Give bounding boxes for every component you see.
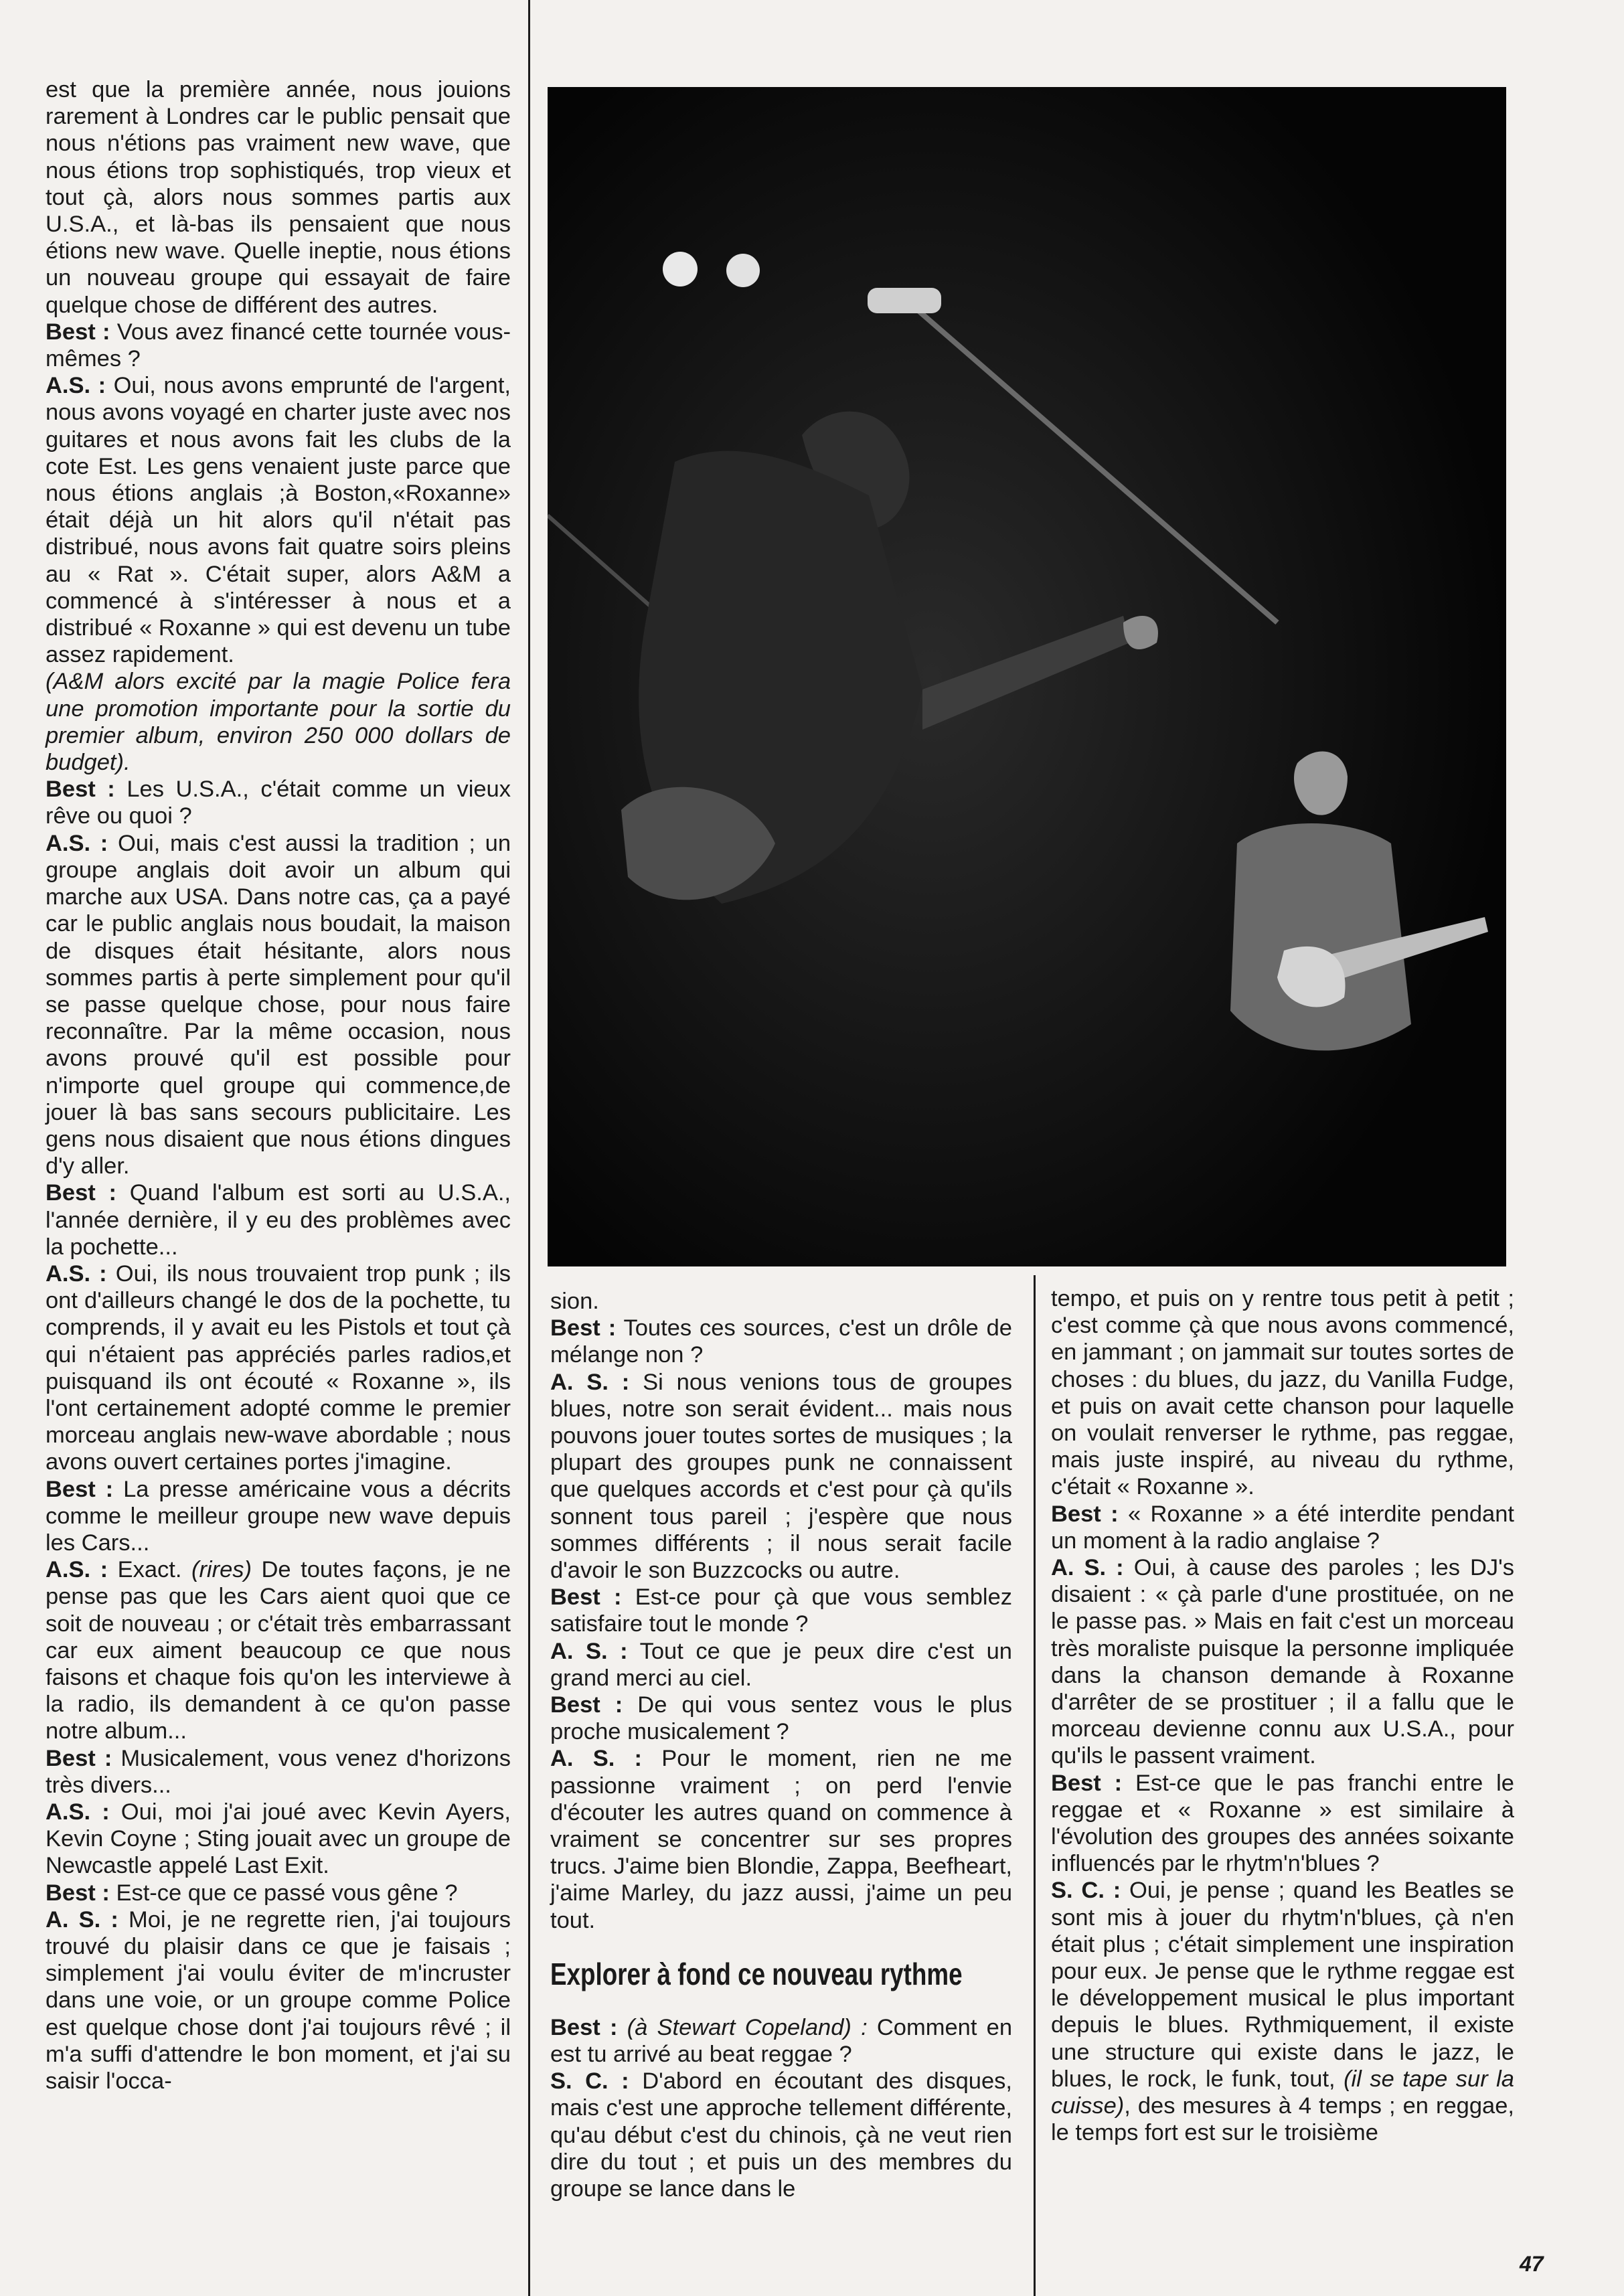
paragraph xyxy=(46,1179,511,1260)
paragraph-text: est que la première année, nous jouions rarement à Londres car le public pensait que nous n'étions pas vraiment new wave, que nous étions trop sophistiqués, trop vieux et tout çà, alors nous sommes partis aux U.S.A., et là-bas ils pensaient que nous étions new wave. Quelle ineptie, nous étions un nouveau groupe qui essayait de faire quelque chose de différent des autres. xyxy=(46,77,511,318)
paragraph-text: Pour le moment, rien ne me passionne vraiment ; on perd l'envie d'écouter les autres quand on commence à vraiment se concentrer sur ses propres trucs. J'aime bien Blondie, Zappa, Beefheart, j'aime Marley, du jazz aussi, j'aime un peu tout. xyxy=(550,1746,1012,1933)
paragraph-text: tempo, et puis on y rentre tous petit à petit ; c'est comme çà que nous avons commencé, en jammant ; on jammait sur toutes sortes de choses : du blues, du jazz, du Vanilla Fudge, et puis on avait cette chanson pour laquelle on voulait renverser le rythme, pas reggae, mais juste inspiré, au niveau du rythme, c'était « Roxanne ». xyxy=(1051,1286,1514,1500)
speaker-label: Best : xyxy=(46,1880,110,1906)
paragraph xyxy=(550,1288,1012,1315)
speaker-label: A. S. : xyxy=(550,1746,642,1772)
paragraph-text: Moi, je ne regrette rien, j'ai toujours trouvé du plaisir dans ce que je faisais ; simplement j'ai voulu éviter de m'incruster dans une voie, or un groupe comme Police est quelque chose dont j'ai toujours rêvé ; il m'a suffi d'attendre le bon moment, et j'ai su saisir l'occa- xyxy=(46,1906,511,2095)
paragraph xyxy=(550,1369,1012,1584)
paragraph xyxy=(46,1260,511,1476)
paragraph xyxy=(46,372,511,668)
paragraph xyxy=(46,1476,511,1557)
column-3 xyxy=(1051,1285,1514,2147)
paragraph-text: Est-ce pour çà que vous semblez satisfaire tout le monde ? xyxy=(550,1584,1013,1637)
paragraph-text: Si nous venions tous de groupes blues, notre son serait évident... mais nous pouvons jouer toutes sortes de musiques ; la plupart des groupes punk ne connaissent que quelques accords et c'est pour çà qu'ils sonnent tous pareil ; j'espère que nous sommes différents ; il nous serait facile d'avoir le son Buzzcocks ou autre. xyxy=(550,1369,1012,1584)
paragraph xyxy=(46,668,511,776)
paragraph xyxy=(550,2068,1012,2202)
paragraph-aside: (il se tape sur la cuisse) xyxy=(1051,2066,1514,2119)
paragraph-aside: (rires) xyxy=(191,1557,252,1583)
column-rule-right xyxy=(1034,1275,1036,2296)
speaker-label: S. C. : xyxy=(550,2068,629,2095)
paragraph-text: Vous avez financé cette tournée vous-mêmes ? xyxy=(46,319,511,372)
paragraph xyxy=(550,1692,1012,1745)
paragraph-text: Oui, ils nous trouvaient trop punk ; ils ont d'ailleurs changé le dos de la pochette, tu comprends, il y avait eu les Pistols et tout çà qui n'étaient pas appréciés parles radios,et puisquand ils ont écouté « Roxanne », ils l'ont certainement adopté comme le premier morceau anglais new-wave abordable ; nous avons ouvert certaines portes j'imagine. xyxy=(46,1260,511,1475)
column-rule-left xyxy=(528,0,530,2296)
speaker-label: Best : xyxy=(1051,1770,1123,1796)
speaker-label: Best : xyxy=(46,319,110,345)
paragraph-text: Est-ce que ce passé vous gêne ? xyxy=(116,1880,458,1906)
speaker-label: Best : xyxy=(46,1180,116,1206)
paragraph-text: Est-ce que le pas franchi entre le reggae et « Roxanne » est similaire à l'évolution des groupes des années soixante influencés par le rhytm'n'blues ? xyxy=(1051,1770,1514,1877)
paragraph-text: Musicalement, vous venez d'horizons très divers... xyxy=(46,1745,511,1798)
speaker-label: Best : xyxy=(550,1692,623,1718)
paragraph-aside: (à Stewart Copeland) : xyxy=(627,2014,868,2040)
paragraph-text: (A&M alors excité par la magie Police fera une promotion importante pour la sortie du premier album, environ 250 000 dollars de budget). xyxy=(46,669,511,776)
section-heading: Explorer à fond ce nouveau rythme xyxy=(550,1956,963,1991)
paragraph-text: Les U.S.A., c'était comme un vieux rêve ou quoi ? xyxy=(46,776,511,829)
speaker-label: A.S. : xyxy=(46,1799,110,1825)
speaker-label: A.S. : xyxy=(46,373,106,399)
paragraph-text: Oui, moi j'ai joué avec Kevin Ayers, Kevin Coyne ; Sting jouait avec un groupe de Newcastle appelé Last Exit. xyxy=(46,1799,511,1879)
paragraph-text-continued: De toutes façons, je ne pense pas que les Cars aient quoi que ce soit de nouveau ; or c'était très embarrassant car eux aiment beaucoup ce que nous faisons et chaque fois qu'on les interviewe à la radio, ils demandent à ce qu'on passe notre album... xyxy=(46,1557,511,1744)
speaker-label: Best : xyxy=(550,1315,617,1341)
paragraph xyxy=(46,776,511,829)
paragraph-text: D'abord en écoutant des disques, mais c'est une approche tellement différente, qu'au début c'est du chinois, çà ne veut rien dire du tout ; et puis un des membres du groupe se lance dans le xyxy=(550,2068,1012,2202)
paragraph-text: La presse américaine vous a décrits comme le meilleur groupe new wave depuis les Cars... xyxy=(46,1476,511,1556)
speaker-label: Best : xyxy=(550,2014,618,2040)
paragraph-text: Comment en est tu arrivé au beat reggae ? xyxy=(550,2014,1013,2068)
paragraph xyxy=(46,1745,511,1799)
speaker-label: S. C. : xyxy=(1051,1878,1121,1904)
paragraph-text: Toutes ces sources, c'est un drôle de mélange non ? xyxy=(550,1315,1012,1368)
column-2 xyxy=(550,1288,1012,2202)
speaker-label: A. S. : xyxy=(550,1638,628,1664)
paragraph xyxy=(550,1745,1012,1933)
paragraph xyxy=(1051,1285,1514,1501)
paragraph xyxy=(46,1799,511,1880)
speaker-label: A. S. : xyxy=(550,1369,630,1395)
concert-photo xyxy=(548,87,1506,1266)
paragraph xyxy=(550,1315,1012,1368)
paragraph xyxy=(550,2014,1012,2068)
paragraph xyxy=(1051,1770,1514,1878)
paragraph-text: De qui vous sentez vous le plus proche musicalement ? xyxy=(550,1692,1012,1745)
speaker-label: Best : xyxy=(1051,1501,1119,1527)
paragraph-text: Tout ce que je peux dire c'est un grand merci au ciel. xyxy=(550,1638,1012,1691)
paragraph-text: Oui, je pense ; quand les Beatles se sont mis à jouer du rhytm'n'blues, çà n'en était plus ; c'était simplement une inspiration pour eux. Je pense que le rythme reggae est le développement musical le plus important depuis le blues. Rythmiquement, il existe une structure qui existe dans le jazz, le blues, le rock, le funk, tout, xyxy=(1051,1878,1514,2092)
paragraph xyxy=(46,1556,511,1744)
speaker-label: Best : xyxy=(46,776,115,803)
paragraph xyxy=(1051,1501,1514,1554)
paragraph xyxy=(550,1584,1012,1637)
page-number: 47 xyxy=(1520,2252,1544,2276)
paragraph-text: Oui, nous avons emprunté de l'argent, nous avons voyagé en charter juste avec nos guitares et nous avons fait les clubs de la cote Est. Les gens venaient juste parce que nous étions anglais ;à Boston,«Roxanne» était déjà un hit alors qu'il n'était pas distribué, nous avons fait quatre soirs pleins au « Rat ». C'était super, alors A&M a commencé à s'intéresser à nous et a distribué « Roxanne » qui est devenu un tube assez rapidement. xyxy=(46,373,511,668)
paragraph xyxy=(550,1638,1012,1692)
speaker-label: A.S. : xyxy=(46,1557,108,1583)
speaker-label: A. S. : xyxy=(1051,1555,1124,1581)
paragraph xyxy=(46,319,511,372)
paragraph xyxy=(1051,1877,1514,2146)
paragraph xyxy=(46,1906,511,2095)
paragraph xyxy=(46,1880,511,1906)
paragraph xyxy=(46,76,511,319)
paragraph-text: Exact. xyxy=(117,1557,182,1583)
paragraph-text: Oui, à cause des paroles ; les DJ's disaient : « çà parle d'une prostituée, on ne le passe pas. » Mais en fait c'est un morceau très moraliste puisque la personne impliquée dans la chanson demande à Roxanne d'arrêter de se prostituer ; il a fallu que le morceau devienne connu aux U.S.A., pour qu'ils le passent vraiment. xyxy=(1051,1555,1514,1769)
paragraph xyxy=(46,830,511,1180)
paragraph-text: « Roxanne » a été interdite pendant un moment à la radio anglaise ? xyxy=(1051,1501,1514,1554)
paragraph xyxy=(1051,1554,1514,1770)
column-1 xyxy=(46,76,511,2095)
speaker-label: A.S. : xyxy=(46,830,108,856)
speaker-label: Best : xyxy=(550,1584,622,1611)
speaker-label: A. S. : xyxy=(46,1906,118,1933)
paragraph-text: Oui, mais c'est aussi la tradition ; un groupe anglais doit avoir un album qui marche aux USA. Dans notre cas, ça a payé car le public anglais nous boudait, la maison de disques était hésitante, alors nous sommes partis à perte simplement pour qu'il se passe quelque chose, pour nous faire reconnaître. Par la même occasion, nous avons prouvé qu'il est possible pour n'importe quel groupe qui commence,de jouer là bas sans secours publicitaire. Les gens nous disaient que nous étions dingues d'y aller. xyxy=(46,830,511,1179)
speaker-label: A.S. : xyxy=(46,1260,107,1287)
paragraph-text: sion. xyxy=(550,1289,599,1314)
paragraph-text: Quand l'album est sorti au U.S.A., l'année dernière, il y eu des problèmes avec la pochette... xyxy=(46,1180,511,1260)
speaker-label: Best : xyxy=(46,1476,114,1502)
speaker-label: Best : xyxy=(46,1745,112,1771)
paragraph-text-continued: , des mesures à 4 temps ; en reggae, le temps fort est sur le troisième xyxy=(1051,2093,1514,2146)
